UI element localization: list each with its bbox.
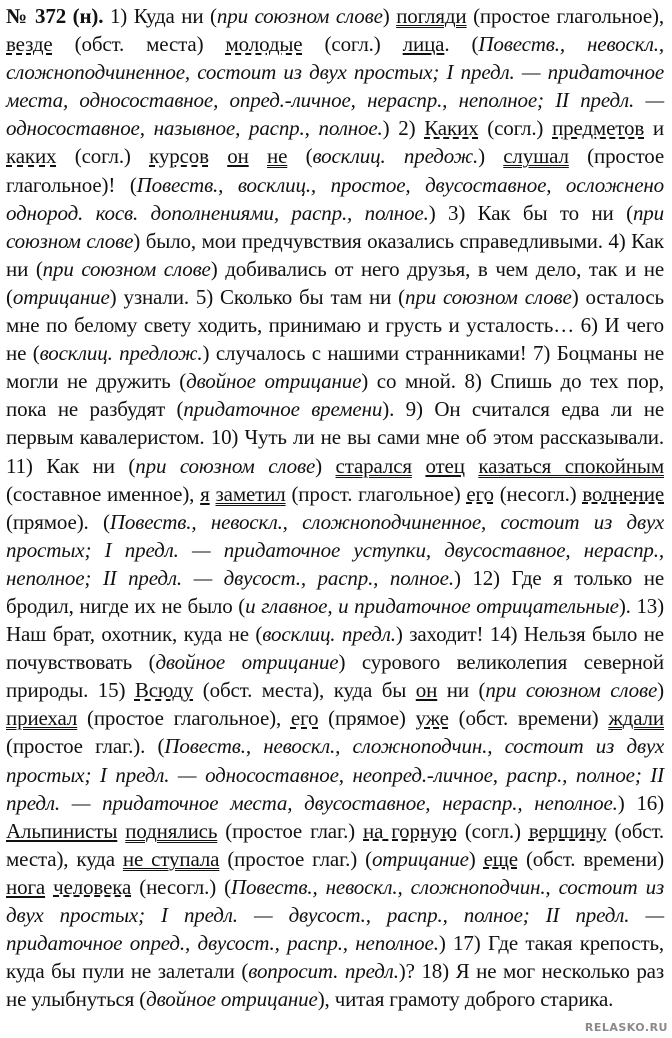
analysis-note: восклиц. предл.	[262, 622, 396, 647]
analysis-note: восклиц. предлож.	[39, 341, 203, 366]
site-watermark: RELASKO.RU	[584, 1021, 668, 1034]
analysis-note: Повеств., невоскл., сложноподчиненное, состоит из двух простых; I предл. — придаточное уступки, двусоставное, нераспр., неполное; II предл. — двусост., распр., полное.	[6, 509, 665, 590]
analysis-note: при союзном слове	[485, 678, 658, 703]
text-segment: (обст. времени)	[517, 846, 665, 871]
text-segment: ) со мной. 8) Спишь до тех пор, пока не разбудят (	[6, 369, 664, 422]
text-segment: (составное именное),	[6, 481, 201, 506]
underlined-word: каких	[6, 144, 57, 169]
underlined-word: старался	[335, 453, 412, 478]
underlined-word: еще	[483, 846, 518, 871]
analysis-note: и главное, и придаточное отрицательные	[245, 593, 619, 618]
analysis-note: двойное отрицание	[186, 369, 362, 394]
analysis-note: отрицание	[12, 284, 110, 309]
underlined-word: человека	[53, 874, 132, 899]
text-segment: (согл.)	[478, 116, 553, 141]
underlined-word: лица	[402, 32, 445, 57]
text-segment: (прямое)	[318, 706, 416, 731]
text-segment: )	[468, 846, 484, 871]
text-segment: (простое глагольное)! (	[6, 144, 665, 197]
text-segment: (согл.)	[302, 32, 403, 57]
text-segment: ) 12) Где я только не бродил, нигде их не было (	[6, 565, 664, 618]
analysis-note: отрицание	[371, 846, 469, 871]
text-segment: (обст. места), куда	[6, 818, 665, 871]
text-segment: ) случалось с нашими странниками! 7) Боцманы не могли не дружить (	[6, 341, 664, 394]
text-segment: ) узнали. 5) Сколько бы там ни (	[109, 284, 406, 309]
underlined-word: вершину	[528, 818, 607, 843]
text-segment	[209, 144, 227, 168]
text-segment: (простое глагольное),	[77, 706, 291, 731]
text-segment: ) 2)	[382, 116, 425, 141]
underlined-word: уже	[415, 706, 449, 731]
underlined-word: заметил	[215, 481, 286, 506]
underlined-word: не ступала	[122, 846, 220, 871]
underlined-word: отец	[425, 453, 465, 478]
underlined-word: приехал	[6, 706, 78, 731]
text-segment: )	[315, 453, 336, 478]
analysis-note: двойное отрицание	[155, 650, 339, 675]
analysis-note: вопросит. предл.	[248, 959, 399, 984]
analysis-note: восклиц. предож.	[312, 144, 479, 169]
text-segment: ) 16)	[617, 790, 664, 815]
underlined-word: Каких	[424, 116, 479, 141]
text-segment: (согл.)	[456, 818, 529, 843]
analysis-note: при союзном слове	[6, 200, 664, 253]
underlined-word: волнение	[582, 481, 665, 506]
text-segment: (несогл.) (	[131, 874, 231, 899]
underlined-word: Всюду	[134, 678, 194, 703]
underlined-word: казаться спокойным	[478, 453, 664, 478]
text-segment: )? 18) Я не мог несколько раз не улыбнуться (	[6, 959, 664, 1012]
text-segment: ). 9) Он считался едва ли не первым кавалеристом. 10) Чуть ли не вы сами мне об этом рассказывали. 11) Как ни (	[6, 397, 664, 478]
analysis-note: при союзном слове	[42, 256, 211, 281]
underlined-word: ждали	[608, 706, 664, 731]
text-segment: (несогл.)	[493, 481, 583, 506]
underlined-word: его	[466, 481, 494, 506]
text-segment: ) осталось мне по белому свету ходить, принимаю и грусть и усталость… 6) И чего не (	[6, 284, 664, 366]
underlined-word: везде	[6, 32, 53, 57]
text-segment: (обст. времени)	[448, 706, 609, 731]
text-segment: (прост. глагольное)	[285, 481, 467, 506]
analysis-note: при союзном слове	[405, 284, 572, 309]
text-segment: . (	[444, 32, 479, 57]
underlined-word: он	[227, 144, 249, 169]
text-segment: ни (	[437, 678, 486, 703]
text-segment: (простое глагольное),	[466, 4, 664, 28]
text-segment: (простое глаг.)	[217, 818, 363, 843]
text-segment: 1) Куда ни (	[103, 4, 217, 28]
text-segment: ), читая грамоту доброго старика.	[317, 987, 614, 1012]
text-segment: )	[478, 144, 504, 169]
exercise-text	[6, 2, 664, 1013]
underlined-word: молодые	[225, 32, 303, 57]
analysis-note: при союзном слове	[216, 4, 383, 28]
underlined-word: я	[200, 481, 210, 506]
underlined-word: на горную	[363, 818, 457, 843]
analysis-note: двойное отрицание	[146, 987, 318, 1012]
text-segment: № 372 (н).	[6, 4, 104, 28]
analysis-note: Повеств., восклиц., простое, двусоставное, осложнено однород. косв. дополнениями, распр., полное.	[6, 172, 664, 225]
text-segment: (обст. места), куда бы	[193, 678, 416, 703]
analysis-note: при союзном слове	[135, 453, 316, 478]
text-segment: ). 13) Наш брат, охотник, куда не (	[6, 593, 665, 647]
underlined-word: погляди	[396, 4, 467, 28]
text-segment: (простое глаг.). (	[6, 734, 165, 759]
text-segment: )	[382, 4, 397, 28]
text-segment: (обст. места)	[52, 32, 226, 57]
text-segment: ) 17) Где такая крепость, куда бы пули не залетали (	[6, 931, 664, 984]
underlined-word: не	[267, 144, 288, 169]
underlined-word: курсов	[149, 144, 209, 169]
underlined-word: нога	[6, 874, 46, 899]
text-segment: (согл.)	[56, 144, 150, 169]
underlined-word: предметов	[552, 116, 645, 141]
text-segment: ) добивались от него друзья, в чем дело, так и не (	[6, 256, 664, 309]
text-segment	[465, 454, 479, 478]
underlined-word: слушал	[503, 144, 569, 169]
text-segment: ) сурового великолепия северной природы. 15)	[6, 650, 664, 703]
analysis-note: придаточное времени	[183, 397, 383, 422]
text-segment: ) 3) Как бы то ни (	[428, 200, 633, 225]
underlined-word: Альпинисты	[6, 818, 118, 843]
text-segment	[45, 875, 53, 899]
text-segment: )	[657, 678, 664, 703]
text-segment: ) заходит! 14) Нельзя было не почувствовать (	[6, 622, 664, 675]
text-segment: (простое глаг.) (	[219, 846, 372, 871]
underlined-word: поднялись	[125, 818, 218, 843]
text-segment	[412, 454, 426, 478]
analysis-note: Повеств., невоскл., сложноподчин., состоит из двух простых; I предл. — односоставное, неопред.-личное, распр., полное; II предл. — придаточное места, двусоставное, нераспр., неполное.	[6, 734, 665, 815]
analysis-note: Повеств., невоскл., сложноподчин., состоит из двух простых; I предл. — двусост., распр., полное; II предл. — придаточное опред., двусост., распр., неполное.	[6, 874, 664, 956]
text-segment: (	[287, 144, 313, 169]
underlined-word: он	[415, 678, 438, 703]
text-segment: (прямое). (	[6, 509, 110, 534]
text-segment: ) было, мои предчувствия оказались справедливыми. 4) Как ни (	[6, 228, 664, 281]
underlined-word: его	[290, 706, 319, 731]
text-segment	[249, 144, 267, 168]
analysis-note: Повеств., невоскл., сложноподчиненное, состоит из двух простых; I предл. — придаточное места, односоставное, опред.-личное, нераспр., неполное; II предл. — односоставное, назывное, распр., полное.	[6, 32, 664, 141]
text-segment: и	[644, 116, 664, 141]
